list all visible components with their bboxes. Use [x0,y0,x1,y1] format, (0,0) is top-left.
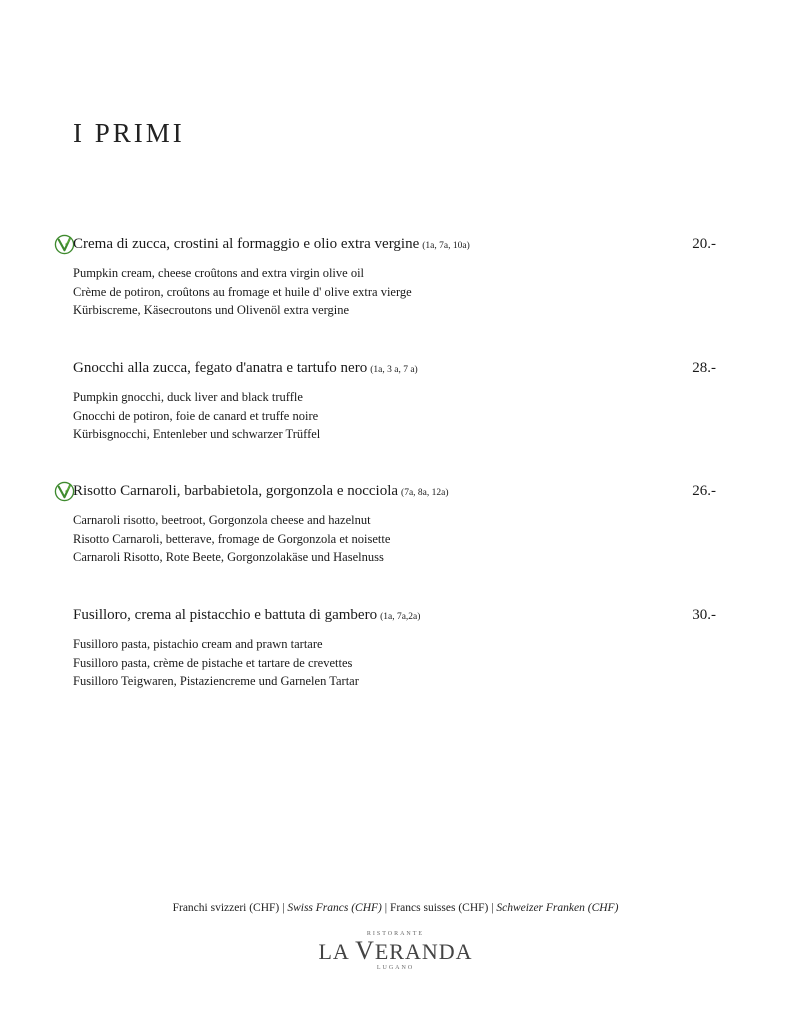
separator: | [491,902,494,914]
menu-item-header [0,360,791,380]
translation-fr: Crème de potiron, croûtons au fromage et huile d' olive extra vierge [73,284,412,299]
dish-price: 30.- [692,607,716,623]
menu-item [0,236,791,317]
translation-de: Carnaroli Risotto, Rote Beete, Gorgonzolakäse und Haselnuss [73,550,384,564]
menu-item-header [0,483,791,503]
menu-item [0,483,791,564]
dish-allergens: (1a, 7a, 10a) [422,241,470,251]
currency-de: Schweizer Franken (CHF) [496,902,619,914]
translation-en: Fusilloro pasta, pistachio cream and prawn tartare [73,637,323,651]
dish-allergens: (7a, 8a, 12a) [401,488,449,498]
translation-en: Pumpkin gnocchi, duck liver and black truffle [73,390,303,404]
dish-name: Fusilloro, crema al pistacchio e battuta di gambero (1a, 7a,2a) [73,607,421,623]
translation-en: Pumpkin cream, cheese croûtons and extra virgin olive oil [73,266,365,280]
dish-price: 20.- [692,236,716,252]
translation-de: Kürbisgnocchi, Entenleber und schwarzer Trüffel [73,427,321,441]
translation-de: Fusilloro Teigwaren, Pistaziencreme und Garnelen Tartar [73,674,359,688]
dish-name: Crema di zucca, crostini al formaggio e olio extra vergine (1a, 7a, 10a) [73,236,470,252]
logo-rest: ERANDA [374,939,473,964]
menu-item-header [0,607,791,627]
vegetarian-v-icon [54,481,75,502]
translation-fr: Fusilloro pasta, crème de pistache et tartare de crevettes [73,655,353,670]
dish-translations [73,388,320,444]
dish-translations [73,635,359,691]
section-title: I PRIMI [73,118,185,148]
menu-item [0,360,791,441]
translation-fr: Risotto Carnaroli, betterave, fromage de Gorgonzola et noisette [73,531,391,546]
dish-allergens: (1a, 7a,2a) [380,612,421,622]
dish-translations [73,511,390,567]
currency-en: Swiss Francs (CHF) [287,902,382,914]
menu-item-header [0,236,791,256]
translation-de: Kürbiscreme, Käsecroutons und Olivenöl extra vergine [73,303,350,317]
logo-v: V [355,936,375,965]
translation-en: Carnaroli risotto, beetroot, Gorgonzola cheese and hazelnut [73,513,371,527]
menu-item [0,607,791,688]
logo-la: LA [318,939,349,964]
logo-name [0,938,791,965]
translation-fr: Gnocchi de potiron, foie de canard et truffe noire [73,408,319,423]
dish-price: 28.- [692,360,716,376]
dish-name: Gnocchi alla zucca, fegato d'anatra e tartufo nero (1a, 3 a, 7 a) [73,360,418,376]
logo-bottom-text: LUGANO [376,965,415,971]
separator: | [282,902,285,914]
restaurant-logo [0,931,791,971]
dish-allergens: (1a, 3 a, 7 a) [370,365,418,375]
separator: | [384,902,388,914]
currency-note [0,902,791,914]
vegetarian-v-icon [54,234,75,255]
logo-top-text: RISTORANTE [366,931,425,937]
currency-fr: Francs suisses (CHF) [389,902,489,914]
dish-price: 26.- [692,483,716,499]
dish-translations [73,264,412,320]
dish-name: Risotto Carnaroli, barbabietola, gorgonzola e nocciola (7a, 8a, 12a) [73,483,449,499]
currency-it: Franchi svizzeri (CHF) [172,902,280,914]
